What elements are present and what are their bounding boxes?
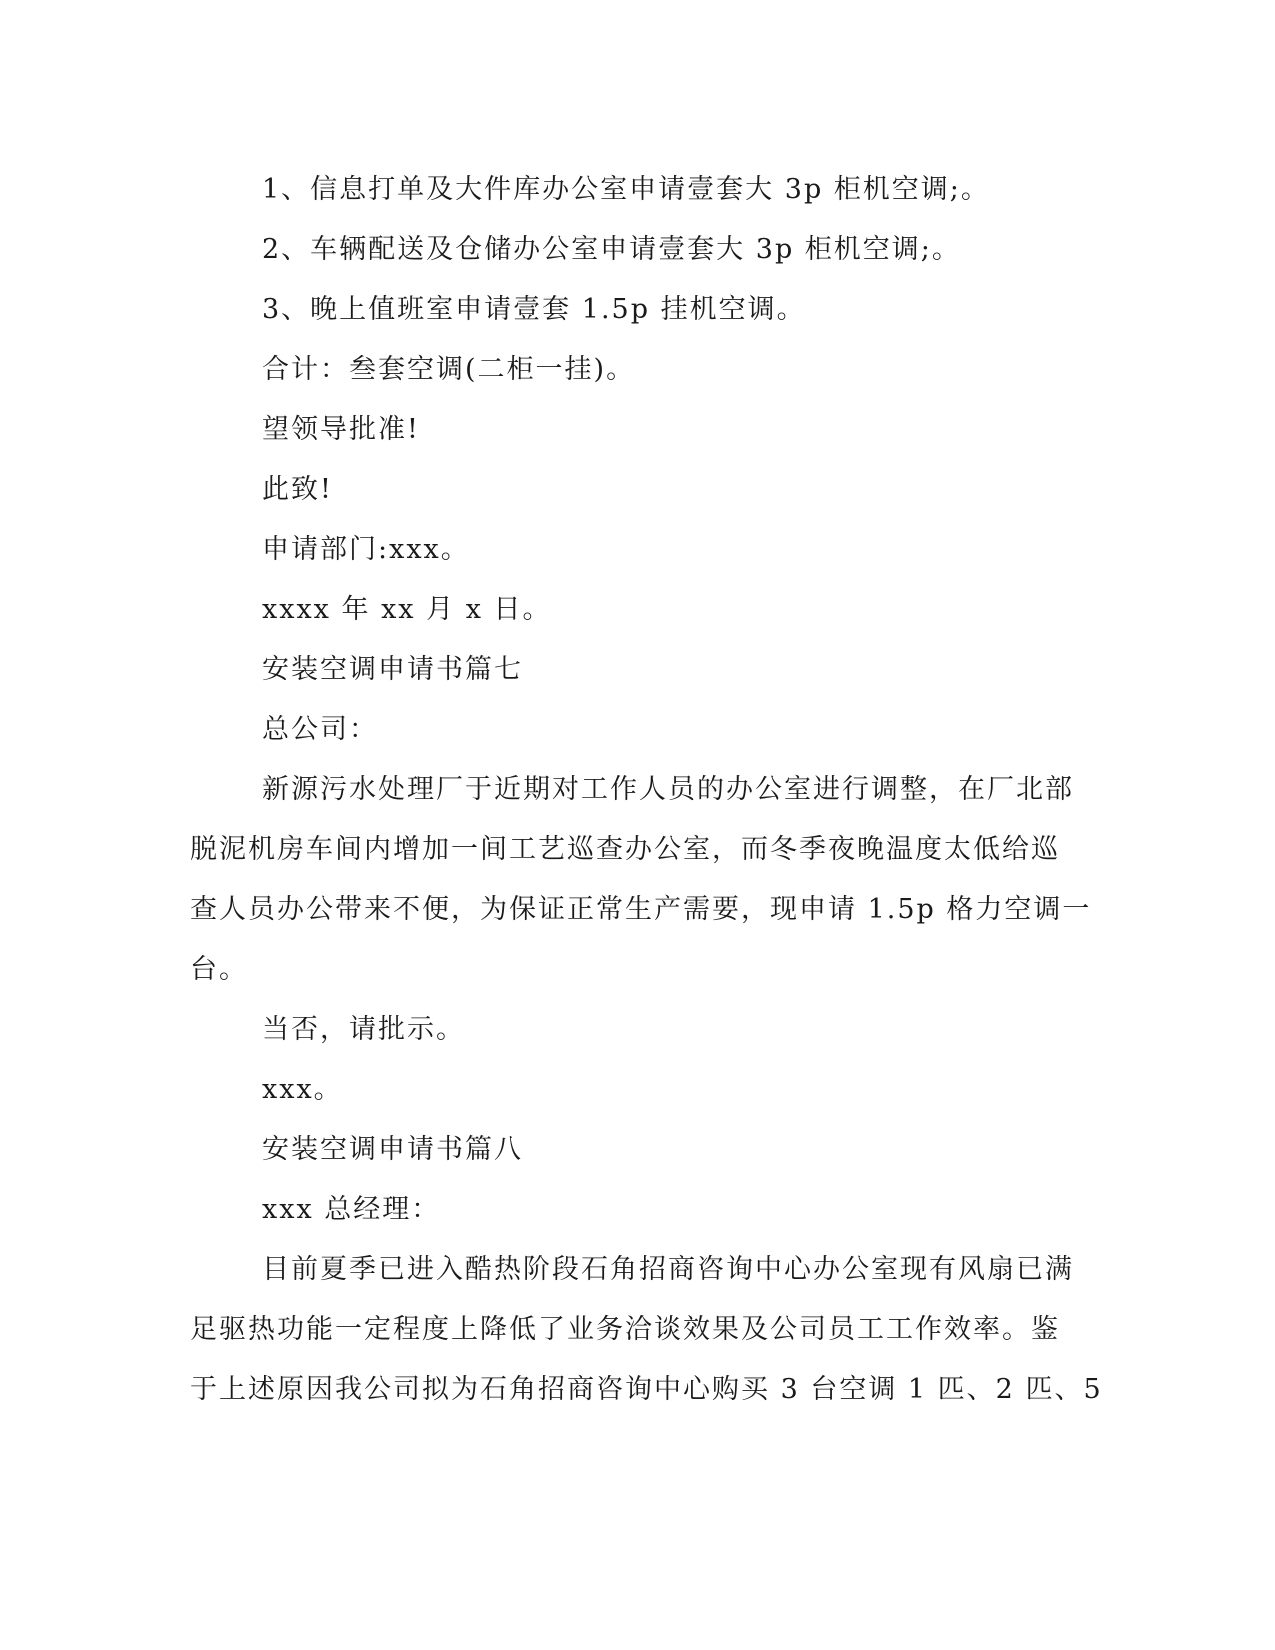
- salutation-line: 此致!: [262, 474, 333, 505]
- list-item-3: 3、晚上值班室申请壹套 1.5p 挂机空调。: [262, 294, 806, 325]
- paragraph-8-line-3: 于上述原因我公司拟为石角招商咨询中心购买 3 台空调 1 匹、2 匹、5: [190, 1374, 1103, 1405]
- list-item-1: 1、信息打单及大件库办公室申请壹套大 3p 柜机空调;。: [262, 174, 990, 205]
- list-item-2: 2、车辆配送及仓储办公室申请壹套大 3p 柜机空调;。: [262, 234, 961, 265]
- section-title-8: 安装空调申请书篇八: [262, 1134, 523, 1165]
- paragraph-8-line-1: 目前夏季已进入酷热阶段石角招商咨询中心办公室现有风扇已满: [262, 1254, 1074, 1285]
- recipient-line-7: 总公司：: [262, 714, 378, 745]
- recipient-line-8: xxx 总经理：: [262, 1194, 441, 1225]
- paragraph-8-line-2: 足驱热功能一定程度上降低了业务洽谈效果及公司员工工作效率。鉴: [190, 1314, 1060, 1345]
- paragraph-7-line-3: 查人员办公带来不便，为保证正常生产需要，现申请 1.5p 格力空调一: [190, 894, 1092, 925]
- signature-line-7: xxx。: [262, 1074, 343, 1105]
- paragraph-7-line-1: 新源污水处理厂于近期对工作人员的办公室进行调整，在厂北部: [262, 774, 1074, 805]
- paragraph-7-line-4: 台。: [190, 954, 248, 985]
- total-line: 合计：叁套空调(二柜一挂)。: [262, 354, 636, 385]
- paragraph-7-line-2: 脱泥机房车间内增加一间工艺巡查办公室，而冬季夜晚温度太低给巡: [190, 834, 1060, 865]
- date-line: xxxx 年 xx 月 x 日。: [262, 594, 552, 625]
- section-title-7: 安装空调申请书篇七: [262, 654, 523, 685]
- request-approval-line: 望领导批准!: [262, 414, 420, 445]
- approval-request-line: 当否，请批示。: [262, 1014, 465, 1045]
- department-line: 申请部门:xxx。: [262, 534, 470, 565]
- document-body: [190, 160, 1103, 1420]
